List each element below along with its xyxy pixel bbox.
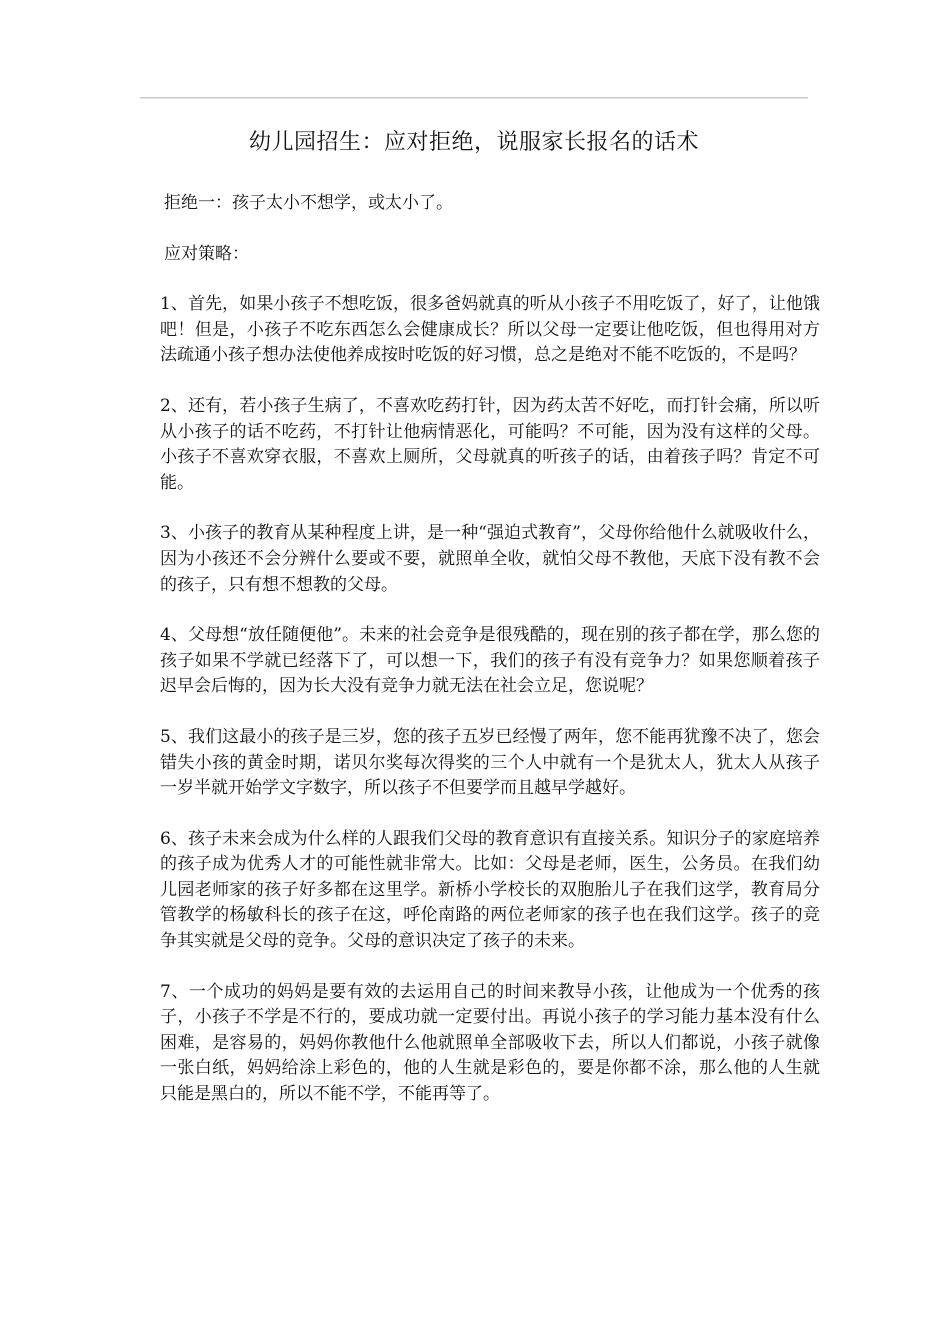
paragraph-point-4: 4、父母想“放任随便他”。未来的社会竞争是很残酷的，现在别的孩子都在学，那么您的孩子如果不学就已经落下了，可以想一下，我们的孩子有没有竞争力？如果您顺着孩子迟早会后悔的，因为长大没有竞争力就无法在社会立足，您说呢？ bbox=[160, 625, 820, 697]
strategy-label: 应对策略： bbox=[164, 243, 249, 264]
paragraph-point-1: 1、首先，如果小孩子不想吃饭，很多爸妈就真的听从小孩子不用吃饭了，好了，让他饿吧！但是，小孩子不吃东西怎么会健康成长？所以父母一定要让他吃饭，但也得用对方法疏通小孩子想办法使他养成按时吃饭的好习惯，总之是绝对不能不吃饭的，不是吗？ bbox=[160, 294, 820, 366]
refusal-heading: 拒绝一：孩子太小不想学，或太小了。 bbox=[164, 193, 453, 213]
document-body bbox=[160, 191, 820, 1133]
document-title: 幼儿园招生：应对拒绝，说服家长报名的话术 bbox=[248, 130, 699, 155]
paragraph-point-7: 7、一个成功的妈妈是要有效的去运用自己的时间来教导小孩，让他成为一个优秀的孩子，小孩子不学是不行的，要成功就一定要付出。再说小孩子的学习能力基本没有什么困难，是容易的，妈妈你教他什么他就照单全部吸收下去，所以人们都说，小孩子就像一张白纸，妈妈给涂上彩色的，他的人生就是彩色的，要是你都不涂，那么他的人生就只能是黑白的，所以不能不学，不能再等了。 bbox=[160, 981, 820, 1105]
paragraph-point-5: 5、我们这最小的孩子是三岁，您的孩子五岁已经慢了两年，您不能再犹豫不决了，您会错失小孩的黄金时期，诺贝尔奖每次得奖的三个人中就有一个是犹太人，犹太人从孩子一岁半就开始学文字数字，所以孩子不但要学而且越早学越好。 bbox=[160, 726, 820, 799]
paragraph-point-2: 2、还有，若小孩子生病了，不喜欢吃药打针，因为药太苦不好吃，而打针会痛，所以听从小孩子的话不吃药，不打针让他病情恶化，可能吗？不可能，因为没有这样的父母。小孩子不喜欢穿衣服，不喜欢上厕所，父母就真的听孩子的话，由着孩子吗？肯定不可能。 bbox=[160, 395, 820, 493]
paragraph-point-6: 6、孩子未来会成为什么样的人跟我们父母的教育意识有直接关系。知识分子的家庭培养的孩子成为优秀人才的可能性就非常大。比如：父母是老师，医生，公务员。在我们幼儿园老师家的孩子好多都在这里学。新桥小学校长的双胞胎儿子在我们这学，教育局分管教学的杨敏科长的孩子在这，呼伦南路的两位老师家的孩子也在我们这学。孩子的竞争其实就是父母的竞争。父母的意识决定了孩子的未来。 bbox=[160, 828, 820, 952]
header-divider bbox=[140, 97, 808, 99]
paragraph-point-3: 3、小孩子的教育从某种程度上讲，是一种“强迫式教育”，父母你给他什么就吸收什么，因为小孩还不会分辨什么要或不要，就照单全收，就怕父母不教他，天底下没有教不会的孩子，只有想不想教的父母。 bbox=[160, 523, 820, 595]
